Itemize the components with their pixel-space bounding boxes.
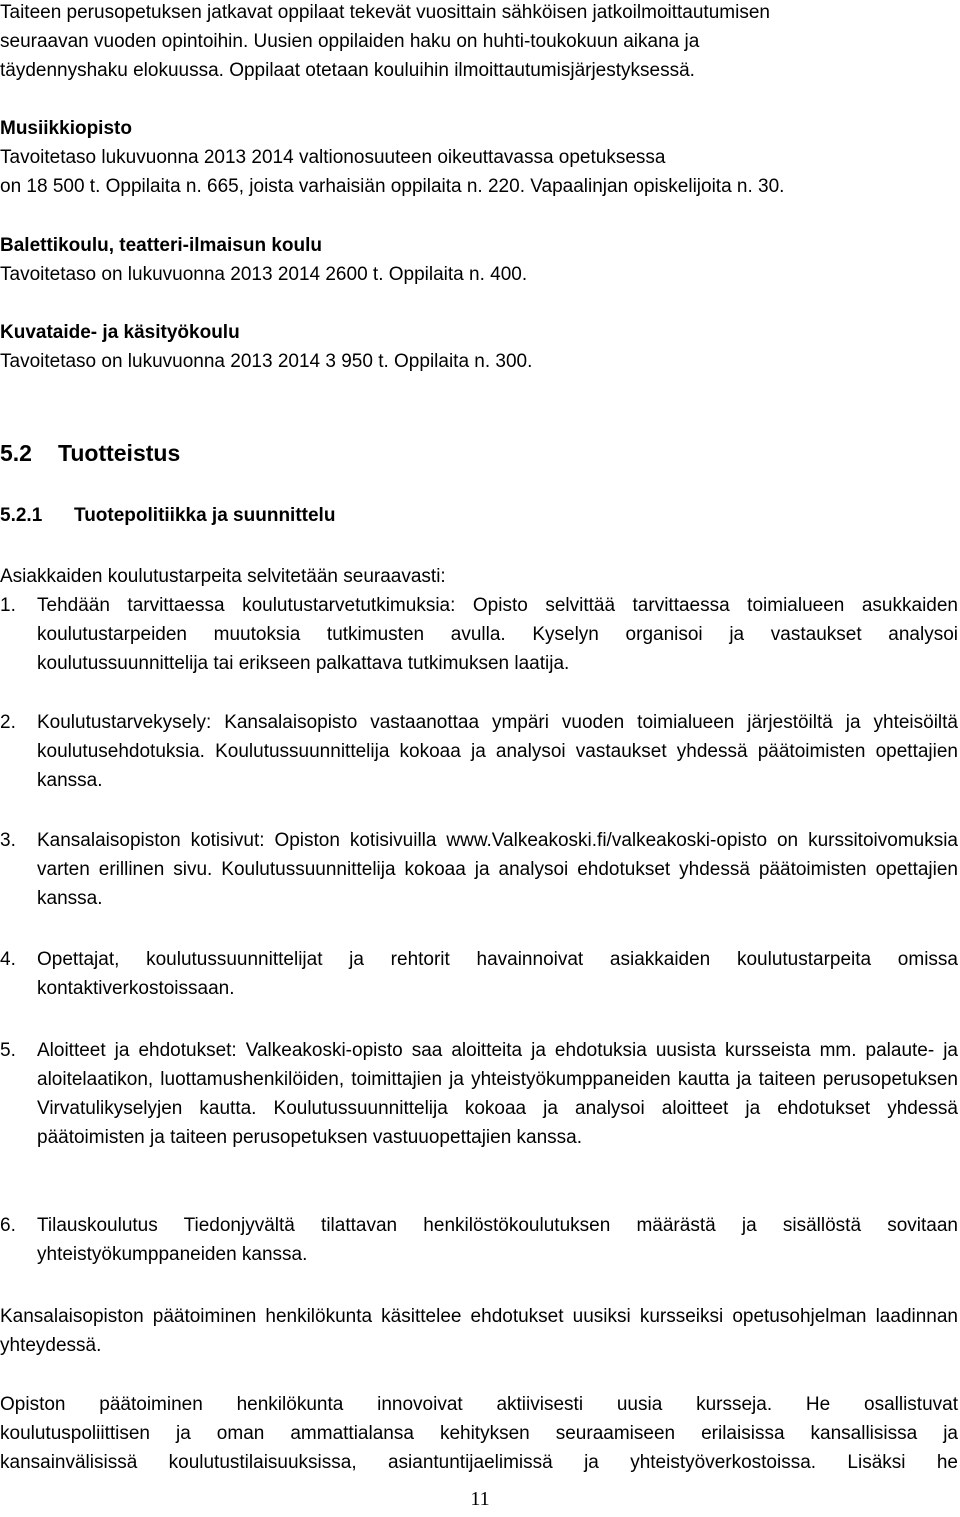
intro-line-1: Taiteen perusopetuksen jatkavat oppilaat tekevät vuosittain sähköisen jatkoilmoittautumisen: [0, 2, 770, 23]
subsection-title: Tuotepolitiikka ja suunnittelu: [74, 505, 336, 526]
list-item-number: 2.: [0, 712, 16, 733]
list-item-number: 1.: [0, 595, 16, 616]
list-item-number: 5.: [0, 1040, 16, 1061]
list-item-text: Tehdään tarvittaessa koulutustarvetutkimuksia: Opisto selvittää tarvittaessa toimialueen asukkaiden koulutustarpeiden muutoksia tutkimusten avulla. Kyselyn organisoi ja vastaukset analysoi koulutussuunnittelija tai erikseen palkattava tutkimuksen laatija.: [37, 595, 958, 674]
paragraph-1: Kansalaisopiston päätoiminen henkilökunta käsittelee ehdotukset uusiksi kursseiksi opetusohjelman laadinnan yhteydessä.: [0, 1306, 958, 1356]
page-number: 11: [470, 1488, 490, 1510]
kuvataide-title: Kuvataide- ja käsityökoulu: [0, 322, 240, 343]
paragraph-2-line-3: kansainvälisissä koulutustilaisuuksissa, asiantuntijaelimissä ja yhteistyöverkostoissa. Lisäksi he: [0, 1452, 958, 1473]
list-item-text: Opettajat, koulutussuunnittelijat ja rehtorit havainnoivat asiakkaiden koulutustarpeita omissa kontaktiverkostoissaan.: [37, 949, 958, 999]
section-title: Tuotteistus: [58, 440, 181, 466]
balettikoulu-line: Tavoitetaso on lukuvuonna 2013 2014 2600 t. Oppilaita n. 400.: [0, 264, 528, 285]
list-item-text: Koulutustarvekysely: Kansalaisopisto vastaanottaa ympäri vuoden toimialueen järjestöiltä ja yhteisöiltä koulutusehdotuksia. Koulutussuunnittelija kokoaa ja analysoi vastaukset yhdessä päätoimisten opettajien kanssa.: [37, 712, 958, 791]
section-heading: [0, 440, 180, 467]
musiikkiopisto-line-1: Tavoitetaso lukuvuonna 2013 2014 valtionosuuteen oikeuttavassa opetuksessa: [0, 147, 666, 168]
paragraph-2-line-2: koulutuspoliittisen ja oman ammattialansa kehityksen seuraamiseen erilaisissa kansallisissa ja: [0, 1423, 958, 1444]
subsection-heading: [0, 505, 335, 527]
list-intro: Asiakkaiden koulutustarpeita selvitetään seuraavasti:: [0, 566, 446, 587]
balettikoulu-title: Balettikoulu, teatteri-ilmaisun koulu: [0, 235, 322, 256]
intro-line-3: täydennyshaku elokuussa. Oppilaat otetaan kouluihin ilmoittautumisjärjestyksessä.: [0, 60, 695, 81]
section-number: 5.2: [0, 440, 32, 466]
list-item-number: 6.: [0, 1215, 16, 1236]
musiikkiopisto-line-2: on 18 500 t. Oppilaita n. 665, joista varhaisiän oppilaita n. 220. Vapaalinjan opiskelijoita n. 30.: [0, 176, 785, 197]
list-item-text: Aloitteet ja ehdotukset: Valkeakoski-opisto saa aloitteita ja ehdotuksia uusista kursseista mm. palaute- ja aloitelaatikon, luottamushenkilöiden, toimittajien ja yhteistyökumppaneiden kautta ja taiteen perusopetuksen Virvatulikyselyjen kautta. Koulutussuunnittelija kokoaa ja analysoi aloitteet ja ehdotukset yhdessä päätoimisten ja taiteen perusopetuksen vastuuopettajien kanssa.: [37, 1040, 958, 1148]
list-item-text: Kansalaisopiston kotisivut: Opiston kotisivuilla www.Valkeakoski.fi/valkeakoski-opisto on kurssitoivomuksia varten erillinen sivu. Koulutussuunnittelija kokoaa ja analysoi ehdotukset yhdessä päätoimisten opettajien kanssa.: [37, 830, 958, 909]
intro-line-2: seuraavan vuoden opintoihin. Uusien oppilaiden haku on huhti-toukokuun aikana ja: [0, 31, 700, 52]
musiikkiopisto-title: Musiikkiopisto: [0, 118, 132, 139]
list-item-text: Tilauskoulutus Tiedonjyvältä tilattavan henkilöstökoulutuksen määrästä ja sisällöstä sovitaan yhteistyökumppaneiden kanssa.: [37, 1215, 958, 1265]
list-item-number: 3.: [0, 830, 16, 851]
list-item-number: 4.: [0, 949, 16, 970]
kuvataide-line: Tavoitetaso on lukuvuonna 2013 2014 3 950 t. Oppilaita n. 300.: [0, 351, 533, 372]
subsection-number: 5.2.1: [0, 505, 43, 526]
paragraph-2-line-1: Opiston päätoiminen henkilökunta innovoivat aktiivisesti uusia kursseja. He osallistuvat: [0, 1394, 958, 1415]
